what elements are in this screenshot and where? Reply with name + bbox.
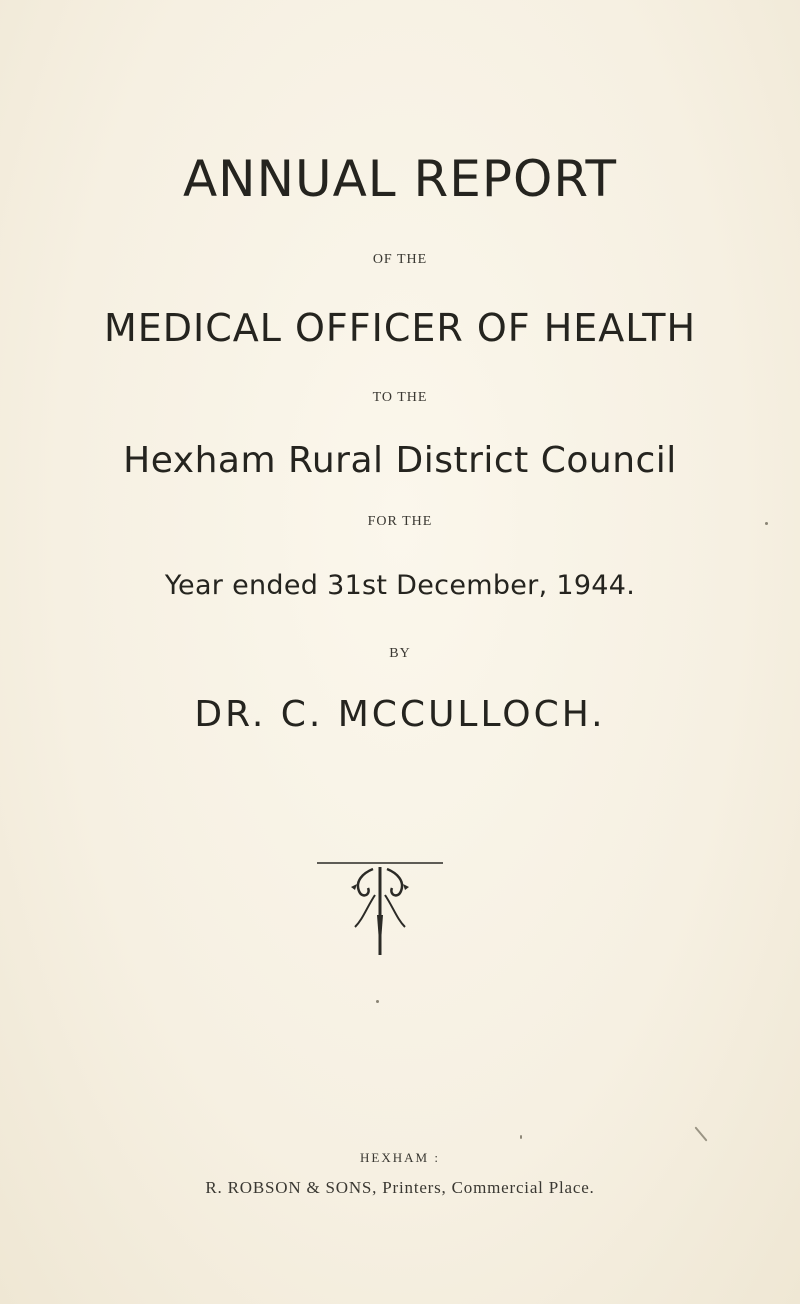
paper-speck	[520, 1135, 522, 1139]
author-name: DR. C. MCCULLOCH.	[194, 694, 606, 735]
imprint-place: HEXHAM :	[360, 1150, 440, 1165]
to-the-label: TO THE	[372, 390, 428, 405]
imprint-printer: R. ROBSON & SONS, Printers, Commercial Place.	[205, 1178, 595, 1197]
council-name: Hexham Rural District Council	[123, 440, 677, 481]
for-the-label: FOR THE	[367, 514, 433, 529]
of-the-label: OF THE	[372, 252, 428, 267]
printer-ornament-icon	[315, 855, 445, 965]
officer-title: MEDICAL OFFICER OF HEALTH	[103, 306, 697, 350]
paper-speck	[376, 1000, 379, 1003]
paper-speck	[765, 522, 768, 525]
report-year: Year ended 31st December, 1944.	[164, 570, 636, 601]
by-label: BY	[389, 646, 411, 661]
paper-speck	[694, 1126, 707, 1141]
report-title: ANNUAL REPORT	[182, 150, 618, 208]
